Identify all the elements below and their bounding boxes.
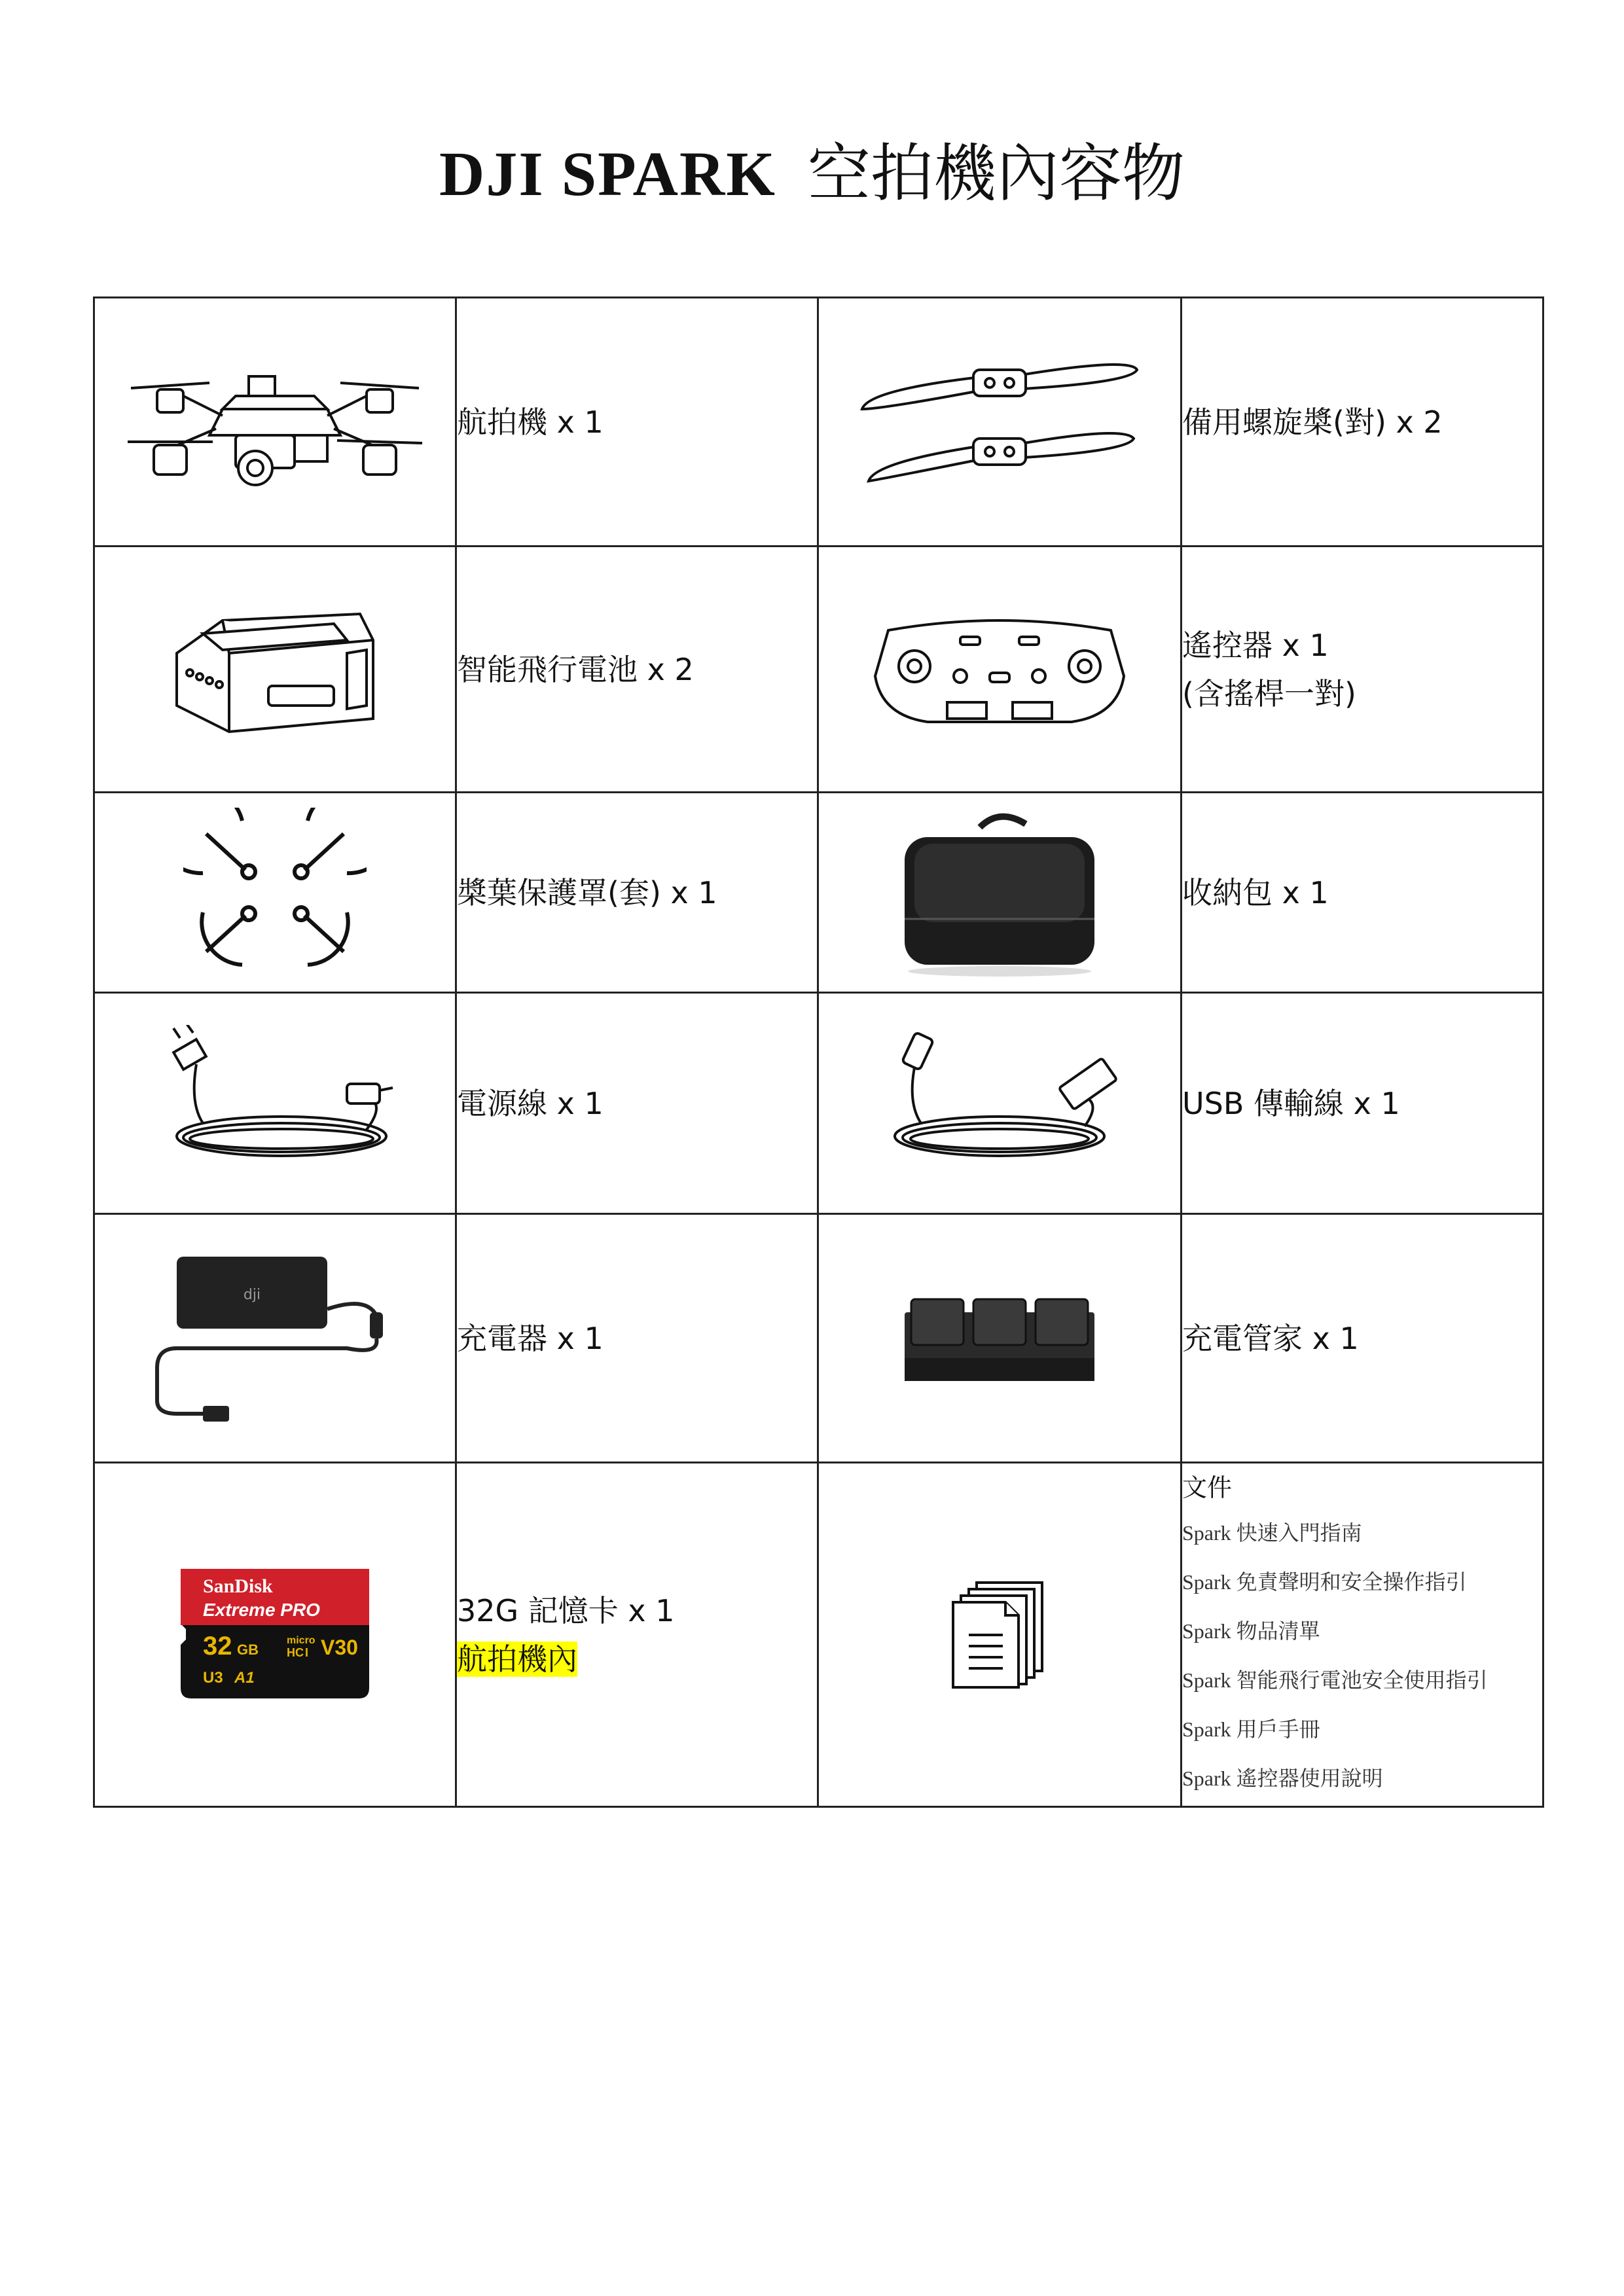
document-stack-icon <box>950 1579 1049 1691</box>
charging-hub-icon <box>901 1293 1098 1384</box>
documents-title: 文件 <box>1182 1473 1233 1502</box>
prop-guard-label: 槳葉保護罩(套) x 1 <box>456 793 818 993</box>
charger-label: 充電器 x 1 <box>456 1214 818 1463</box>
power-cable-icon <box>151 1025 399 1182</box>
carry-case-label: 收納包 x 1 <box>1182 793 1543 993</box>
carry-case-image-cell <box>818 793 1182 993</box>
document-item: Spark 物品清單 <box>1182 1619 1320 1643</box>
sd-speed-text: V30 <box>321 1635 358 1659</box>
sd-card-label-line1: 32G 記憶卡 x 1 <box>457 1592 675 1628</box>
table-row <box>94 547 1543 793</box>
sd-card-icon <box>177 1566 373 1704</box>
sd-brand-text: SanDisk <box>203 1575 273 1597</box>
sd-a1-text: A1 <box>234 1668 255 1687</box>
remote-label <box>1182 547 1543 793</box>
sd-roman-text: I <box>305 1645 309 1659</box>
charger-logo-text: dji <box>243 1286 261 1303</box>
battery-icon <box>164 594 386 745</box>
sd-card-image-cell <box>94 1463 456 1807</box>
table-row <box>94 1214 1543 1463</box>
prop-guard-image-cell <box>94 793 456 993</box>
sd-capacity-text: 32 <box>203 1631 232 1660</box>
documents-cell <box>1182 1463 1543 1807</box>
drone-icon <box>124 337 425 507</box>
charger-image-cell <box>94 1214 456 1463</box>
title-chinese: 空拍機內容物 <box>807 137 1185 210</box>
title-english: DJI SPARK <box>439 139 776 209</box>
power-cable-image-cell <box>94 993 456 1214</box>
battery-image-cell <box>94 547 456 793</box>
document-item: Spark 智能飛行電池安全使用指引 <box>1182 1668 1488 1692</box>
battery-label: 智能飛行電池 x 2 <box>456 547 818 793</box>
page-title <box>0 128 1624 220</box>
sd-class-text: U3 <box>203 1668 223 1687</box>
propeller-guard-icon <box>183 808 367 978</box>
charger-icon <box>151 1250 399 1427</box>
table-row <box>94 298 1543 547</box>
remote-image-cell <box>818 547 1182 793</box>
sd-hc-text: HC <box>287 1645 304 1659</box>
aircraft-label: 航拍機 x 1 <box>456 298 818 547</box>
aircraft-image-cell <box>94 298 456 547</box>
sd-card-label <box>456 1463 818 1807</box>
charging-hub-label: 充電管家 x 1 <box>1182 1214 1543 1463</box>
usb-cable-icon <box>875 1025 1124 1182</box>
documents-image-cell <box>818 1463 1182 1807</box>
remote-controller-icon <box>862 604 1137 735</box>
document-item: Spark 免責聲明和安全操作指引 <box>1182 1570 1467 1594</box>
propellers-label: 備用螺旋槳(對) x 2 <box>1182 298 1543 547</box>
sd-model-text: Extreme PRO <box>203 1599 320 1620</box>
document-item: Spark 快速入門指南 <box>1182 1520 1362 1545</box>
charging-hub-image-cell <box>818 1214 1182 1463</box>
remote-label-line2: (含搖桿一對) <box>1182 675 1356 711</box>
table-row <box>94 1463 1543 1807</box>
remote-label-line1: 遙控器 x 1 <box>1182 627 1329 663</box>
sd-card-highlight: 航拍機內 <box>457 1641 577 1677</box>
propellers-image-cell <box>818 298 1182 547</box>
usb-cable-label: USB 傳輸線 x 1 <box>1182 993 1543 1214</box>
sd-micro-text: micro <box>287 1634 316 1646</box>
table-row <box>94 993 1543 1214</box>
document-item: Spark 用戶手冊 <box>1182 1717 1320 1741</box>
document-item: Spark 遙控器使用說明 <box>1182 1766 1383 1790</box>
power-cable-label: 電源線 x 1 <box>456 993 818 1214</box>
propeller-icon <box>856 350 1144 494</box>
sd-unit-text: GB <box>237 1641 259 1658</box>
contents-table <box>93 296 1544 1808</box>
table-row <box>94 793 1543 993</box>
sd-card-label-line2 <box>457 1635 817 1683</box>
carry-case-icon <box>892 808 1108 978</box>
usb-cable-image-cell <box>818 993 1182 1214</box>
